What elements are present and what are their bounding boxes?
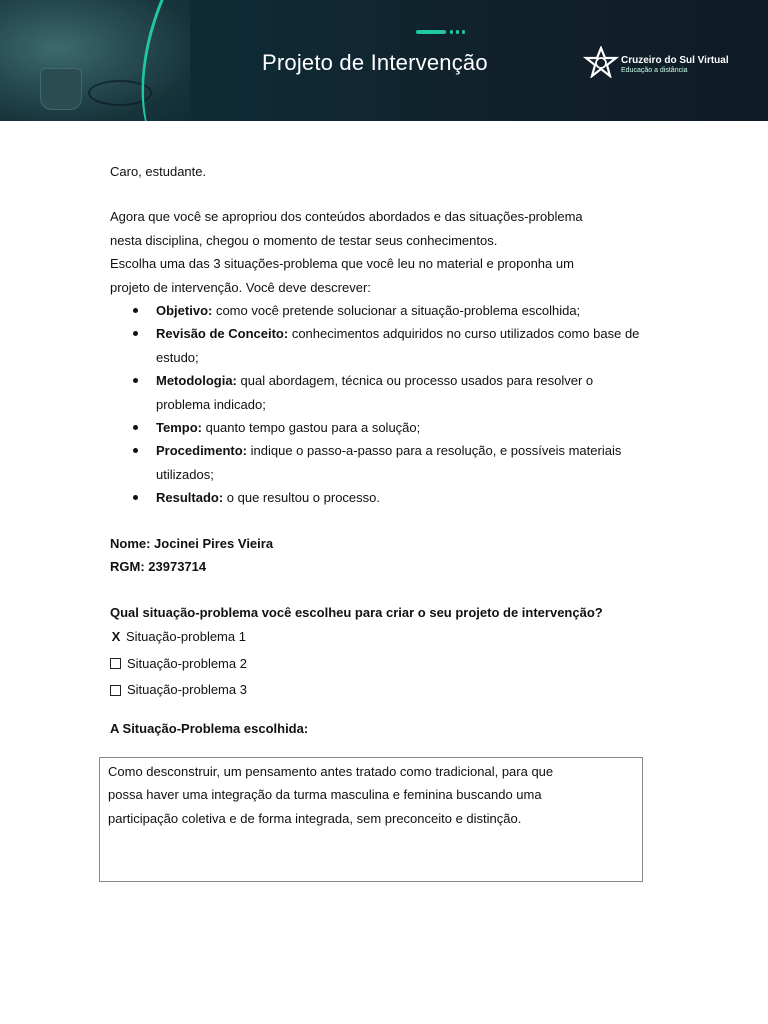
brand-tagline: Educação a distância	[621, 67, 688, 74]
topic-text: conhecimentos adquiridos no curso utilizados como base de estudo;	[156, 326, 640, 365]
list-item	[110, 322, 650, 369]
topic-term: Tempo:	[156, 420, 202, 436]
intro-line: nesta disciplina, chegou o momento de testar seus conhecimentos.	[110, 232, 498, 248]
topic-text: como você pretende solucionar a situação-problema escolhida;	[212, 303, 581, 319]
intro-line: Agora que você se apropriou dos conteúdos abordados e das situações-problema	[110, 209, 583, 225]
option-situacao-3[interactable]	[110, 677, 650, 704]
list-item	[110, 299, 650, 322]
option-situacao-2[interactable]	[110, 650, 650, 677]
accent-dot	[462, 30, 465, 34]
topic-term: Procedimento:	[156, 443, 248, 459]
option-situacao-1[interactable]	[110, 624, 650, 651]
option-label: Situação-problema 1	[126, 629, 246, 645]
topic-text: o que resultou o processo.	[223, 490, 380, 506]
chosen-text-line: participação coletiva e de forma integrada, sem preconceito e distinção.	[108, 810, 522, 826]
accent-dot	[450, 30, 453, 34]
checkbox-empty-icon	[110, 658, 121, 669]
intro-line: projeto de intervenção. Você deve descrever:	[110, 279, 371, 295]
list-item	[110, 486, 650, 509]
chosen-text-line: possa haver uma integração da turma masculina e feminina buscando uma	[108, 787, 542, 803]
checkbox-empty-icon	[110, 685, 121, 696]
topic-term: Objetivo:	[156, 303, 213, 319]
chosen-heading: A Situação-Problema escolhida:	[110, 721, 309, 737]
brand-name: Cruzeiro do Sul Virtual	[621, 55, 729, 66]
topic-term: Metodologia:	[156, 373, 237, 389]
coffee-cup-graphic	[40, 68, 82, 110]
accent-dot	[456, 30, 459, 34]
topic-text: quanto tempo gastou para a solução;	[201, 420, 421, 436]
document-body	[110, 160, 650, 741]
page-title: Projeto de Intervenção	[262, 50, 488, 75]
header-banner	[0, 0, 768, 121]
topic-term: Resultado:	[156, 490, 224, 506]
question-heading: Qual situação-problema você escolheu para criar o seu projeto de intervenção?	[110, 604, 603, 620]
student-rgm: RGM: 23973714	[110, 559, 207, 575]
list-item	[110, 439, 650, 486]
chosen-situation-box[interactable]	[99, 757, 643, 882]
topic-text: qual abordagem, técnica ou processo usados para resolver o problema indicado;	[156, 373, 594, 412]
greeting: Caro, estudante.	[110, 164, 207, 179]
brand-logo	[583, 46, 729, 80]
student-name: Nome: Jocinei Pires Vieira	[110, 535, 274, 551]
star-logo-icon	[583, 46, 619, 78]
topic-text: indique o passo-a-passo para a resolução, e possíveis materiais utilizados;	[156, 443, 622, 482]
list-item	[110, 416, 650, 439]
topic-list	[110, 299, 650, 510]
checked-mark-icon: X	[111, 629, 121, 645]
topic-term: Revisão de Conceito:	[156, 326, 289, 342]
option-label: Situação-problema 2	[127, 655, 247, 671]
intro-line: Escolha uma das 3 situações-problema que você leu no material e proponha um	[110, 256, 574, 272]
accent-dash	[416, 30, 446, 34]
chosen-text-line: Como desconstruir, um pensamento antes tratado como tradicional, para que	[108, 764, 554, 779]
list-item	[110, 369, 650, 416]
option-label: Situação-problema 3	[127, 682, 247, 698]
